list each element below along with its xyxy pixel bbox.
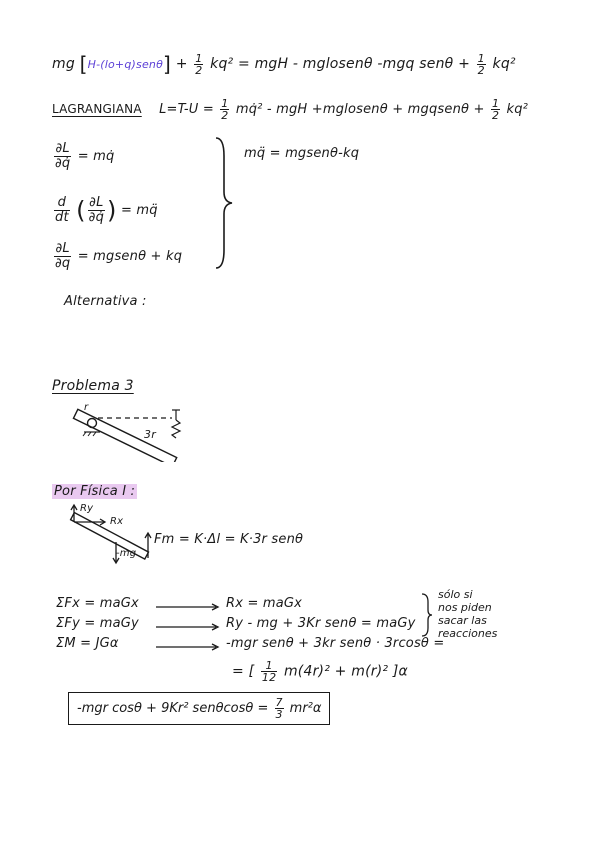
partial-3 xyxy=(52,242,182,271)
lag-frac2-num: 1 xyxy=(491,97,500,110)
r4-frac-num: 1 xyxy=(261,660,277,672)
label-ry: Ry xyxy=(80,503,94,514)
reactions-note: sólo si nos piden sacar las reacciones xyxy=(438,588,498,640)
eq1-middle: kq² = mgH - mglosenθ -mgq senθ + xyxy=(210,56,470,72)
r4-pre: = [ xyxy=(232,663,255,680)
partial-2-prefix xyxy=(54,196,70,225)
lag-frac-num: 1 xyxy=(221,97,229,110)
spring-icon xyxy=(172,420,180,438)
lag-frac2-den: 2 xyxy=(491,109,500,122)
sum-fx-lhs: ΣFx = maGx xyxy=(56,596,139,611)
d3-num: ∂L xyxy=(55,241,70,256)
label-rx: Rx xyxy=(110,516,124,527)
lagrangian-line xyxy=(52,98,528,121)
final-lhs: -mgr cosθ + 9Kr² senθcosθ = xyxy=(77,701,269,716)
fisica-title: Por Física I : xyxy=(54,484,136,499)
lagrangian-fraction xyxy=(220,98,229,121)
bracket-open: [ xyxy=(79,52,88,76)
d2-rhs: = mq̈ xyxy=(120,203,158,218)
arrow-2 xyxy=(156,622,222,632)
r4-frac-den: 12 xyxy=(261,671,277,684)
bracket-close: ] xyxy=(163,52,172,76)
alternativa-label: Alternativa : xyxy=(64,294,147,309)
sum-fy-lhs: ΣFy = maGy xyxy=(56,616,139,631)
partial-3-fraction xyxy=(54,242,71,271)
final-fraction xyxy=(275,697,284,720)
final-equation-box xyxy=(68,692,330,725)
partial-2-fraction xyxy=(88,196,105,225)
spring-force-eq: Fm = K·Δl = K·3r senθ xyxy=(154,532,304,547)
final-frac-num: 7 xyxy=(275,696,283,709)
d2-num: ∂L xyxy=(89,195,104,210)
r4-fraction xyxy=(261,660,277,683)
pivot-icon xyxy=(88,419,97,428)
energy-equation: mg [H-(lo+q)senθ] + $\frac{1}{2}$ kq² = mgH - mglosenθ -mgq senθ + $\frac{1}{2}$ kq² xyxy=(52,51,516,77)
d1-rhs: = mq̇ xyxy=(77,149,115,164)
d3-den: ∂q xyxy=(55,256,71,271)
sum-m-rhs: -mgr senθ + 3kr senθ · 3rcosθ = xyxy=(226,636,445,651)
lagrangian-lhs: L=T-U = xyxy=(159,102,214,117)
sum-fx-rhs: Rx = maGx xyxy=(226,596,303,611)
sum-m-lhs: ΣM = JGα xyxy=(56,636,119,651)
d1-den: ∂q̇ xyxy=(55,156,71,171)
label-mg: -mg xyxy=(116,548,137,559)
eq1-tail: kq² xyxy=(492,56,516,72)
eq1-fraction xyxy=(194,53,203,76)
eq1-frac2-num: 1 xyxy=(477,51,485,65)
eq1-frac-num: 1 xyxy=(195,51,203,65)
note-bracket xyxy=(420,592,434,638)
d2-prefix-den: dt xyxy=(55,210,69,225)
problem-title: Problema 3 xyxy=(52,378,134,394)
paren-open: ( xyxy=(76,196,86,225)
final-tail: mr²α xyxy=(289,701,322,716)
arrow-1 xyxy=(156,602,222,612)
eq1-bracket-inner: H-(lo+q)senθ xyxy=(87,58,164,71)
lagrangian-title: LAGRANGIANA xyxy=(52,102,142,116)
partial-1-fraction xyxy=(54,142,71,171)
lagrangian-middle: mq̇² - mgH +mglosenθ + mgqsenθ + xyxy=(235,102,485,117)
partial-2 xyxy=(52,196,158,225)
fisica-title-wrap xyxy=(52,484,137,499)
arrow-3 xyxy=(156,642,222,652)
lag-frac-den: 2 xyxy=(221,109,229,122)
eq1-frac2-den: 2 xyxy=(477,63,485,77)
moment-of-inertia-line xyxy=(232,660,408,683)
curly-brace xyxy=(212,136,236,270)
d3-rhs: = mgsenθ + kq xyxy=(77,249,183,264)
equation-of-motion: mq̈ = mgsenθ-kq xyxy=(244,146,360,161)
partial-1 xyxy=(52,142,114,171)
r4-post: ]α xyxy=(392,663,408,680)
paren-close: ) xyxy=(107,196,117,225)
lagrangian-fraction-2 xyxy=(491,98,500,121)
final-frac-den: 3 xyxy=(275,708,283,721)
eq1-fraction-2 xyxy=(477,53,486,76)
eq1-frac-den: 2 xyxy=(195,63,203,77)
label-3r: 3r xyxy=(144,428,156,441)
r4-mid: m(4r)² + m(r)² xyxy=(283,663,389,680)
eq1-lead: mg xyxy=(52,56,75,72)
label-r: r xyxy=(84,402,89,413)
d2-den: ∂q̇ xyxy=(88,210,105,225)
lagrangian-tail: kq² xyxy=(506,102,529,117)
d1-num: ∂L xyxy=(55,141,70,156)
sum-fy-rhs: Ry - mg + 3Kr senθ = maGy xyxy=(226,616,416,631)
d2-prefix-num: d xyxy=(54,196,70,211)
